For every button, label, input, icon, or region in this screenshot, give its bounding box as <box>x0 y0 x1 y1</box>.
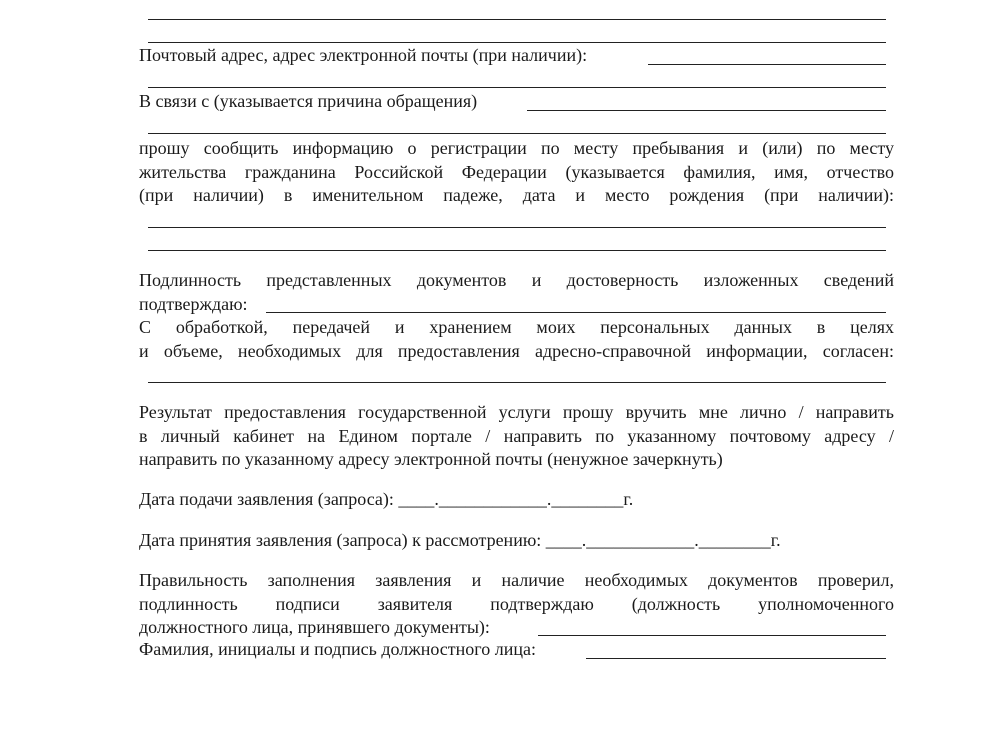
acceptance-date-field[interactable]: ____.____________.________г. <box>545 530 781 550</box>
consent-line: и объеме, необходимых для предоставления адресно-справочной информации, согласен: <box>139 340 894 361</box>
reason-label: В связи с (указывается причина обращения) <box>139 91 478 111</box>
result-line: в личный кабинет на Едином портале / направить по указанному почтовому адресу / <box>139 425 894 446</box>
official-signature-field[interactable] <box>586 658 886 659</box>
submission-date-row <box>139 488 633 511</box>
acceptance-date-row <box>139 529 781 552</box>
submission-date-label: Дата подачи заявления (запроса): <box>139 489 394 509</box>
blank-line[interactable] <box>148 87 886 88</box>
submission-date-field[interactable]: ____.____________.________г. <box>398 489 634 509</box>
official-signature-label: Фамилия, инициалы и подпись должностного лица: <box>139 639 536 659</box>
result-line: Результат предоставления государственной услуги прошу вручить мне лично / направить <box>139 402 894 422</box>
postal-address-field[interactable] <box>648 64 886 65</box>
blank-line[interactable] <box>148 250 886 251</box>
request-line: прошу сообщить информацию о регистрации по месту пребывания и (или) по месту <box>139 138 894 158</box>
request-line: (при наличии) в именительном падеже, дата и место рождения (при наличии): <box>139 185 894 205</box>
request-paragraph <box>139 137 894 208</box>
result-line: направить по указанному адресу электронной почты (ненужное зачеркнуть) <box>139 449 723 469</box>
blank-line[interactable] <box>148 19 886 20</box>
consent-signature-field[interactable] <box>148 382 886 383</box>
blank-line[interactable] <box>148 42 886 43</box>
verification-line: должностного лица, принявшего документы): <box>139 617 490 637</box>
verification-paragraph <box>139 569 894 640</box>
authenticity-paragraph <box>139 269 894 316</box>
authenticity-line: Подлинность представленных документов и достоверность изложенных сведений <box>139 270 894 290</box>
postal-address-label: Почтовый адрес, адрес электронной почты (при наличии): <box>139 45 588 65</box>
reason-field[interactable] <box>527 110 886 111</box>
consent-line: С обработкой, передачей и хранением моих персональных данных в целях <box>139 317 894 337</box>
authenticity-line: подтверждаю: <box>139 293 248 314</box>
verification-line: подлинность подписи заявителя подтверждаю (должность уполномоченного <box>139 593 894 614</box>
consent-paragraph <box>139 316 894 363</box>
authenticity-signature-field[interactable] <box>266 312 886 313</box>
acceptance-date-label: Дата принятия заявления (запроса) к рассмотрению: <box>139 530 542 550</box>
result-paragraph <box>139 401 894 472</box>
blank-line[interactable] <box>148 227 886 228</box>
verification-line: Правильность заполнения заявления и наличие необходимых документов проверил, <box>139 570 894 590</box>
blank-line[interactable] <box>148 133 886 134</box>
official-position-field[interactable] <box>538 635 886 636</box>
request-line: жительства гражданина Российской Федерации (указывается фамилия, имя, отчество <box>139 161 894 182</box>
